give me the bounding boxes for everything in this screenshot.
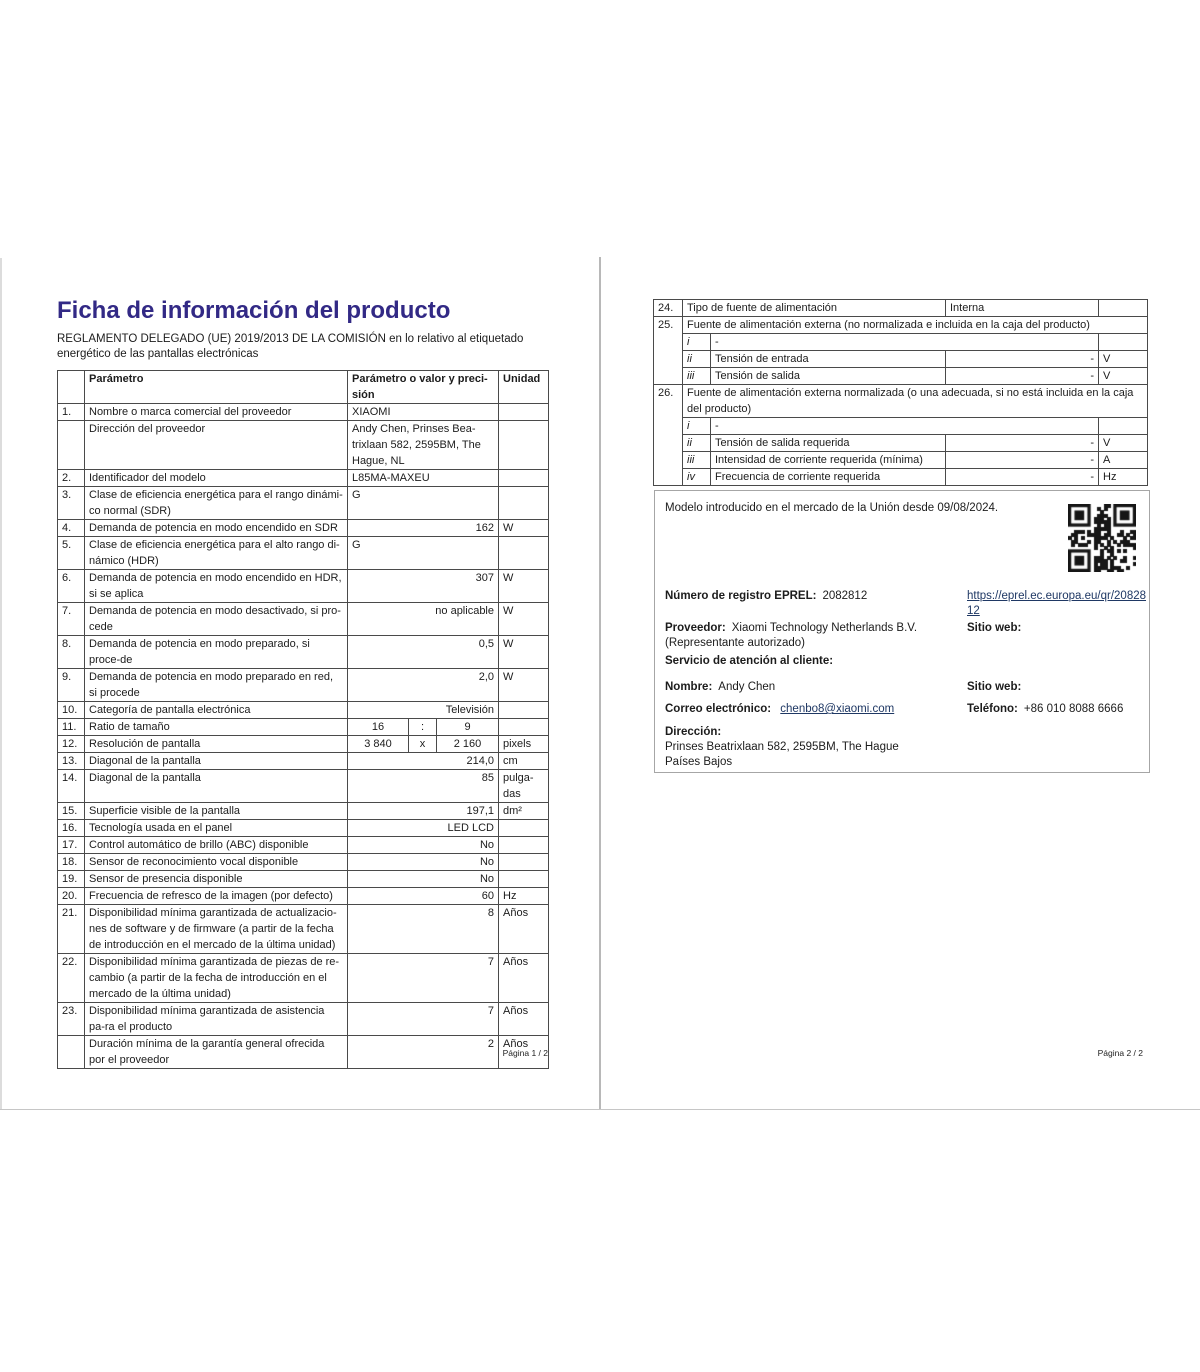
page2-footer: Página 2 / 2 bbox=[1097, 1048, 1143, 1058]
cell-value: L85MA-MAXEU bbox=[348, 470, 499, 487]
phone-value: +86 010 8088 6666 bbox=[1023, 703, 1124, 715]
cell-section-label: Fuente de alimentación externa (no normalizada e incluida en la caja del producto) bbox=[683, 317, 1148, 334]
cell-param: Tensión de salida bbox=[711, 368, 946, 385]
header-num-cell bbox=[58, 371, 85, 404]
table-subrow bbox=[654, 351, 1148, 368]
table-row bbox=[58, 421, 549, 470]
cell-value: Andy Chen, Prinses Bea-trixlaan 582, 2595BM, The Hague, NL bbox=[348, 421, 499, 470]
cell-param: Disponibilidad mínima garantizada de piezas de re-cambio (a partir de la fecha de introducción en el mercado de la última unidad) bbox=[85, 954, 348, 1003]
table-row-section bbox=[654, 317, 1148, 334]
cell-num: 6. bbox=[58, 570, 85, 603]
cell-param: Demanda de potencia en modo preparado en red, si procede bbox=[85, 669, 348, 702]
cell-value: No bbox=[348, 854, 499, 871]
cell-unit: cm bbox=[499, 753, 549, 770]
cell-num: 11. bbox=[58, 719, 85, 736]
cell-param: Demanda de potencia en modo encendido en SDR bbox=[85, 520, 348, 537]
cell-param: Duración mínima de la garantía general ofrecida por el proveedor bbox=[85, 1036, 348, 1069]
page-bottom-boundary bbox=[0, 1109, 1200, 1110]
cell-num: 1. bbox=[58, 404, 85, 421]
cell-num: 26. bbox=[654, 385, 683, 486]
cell-param: Frecuencia de refresco de la imagen (por defecto) bbox=[85, 888, 348, 905]
regulation-text: REGLAMENTO DELEGADO (UE) 2019/2013 DE LA COMISIÓN en lo relativo al etiquetado energético de las pantallas electrónicas bbox=[57, 333, 524, 360]
cell-unit: W bbox=[499, 520, 549, 537]
supplier-row bbox=[665, 621, 1139, 651]
cell-param: Frecuencia de corriente requerida bbox=[711, 469, 946, 486]
cell-unit bbox=[1099, 300, 1148, 317]
cell-num: 14. bbox=[58, 770, 85, 803]
cell-value: 85 bbox=[348, 770, 499, 803]
cell-value: 2,0 bbox=[348, 669, 499, 702]
cell-param: Disponibilidad mínima garantizada de asistencia pa-ra el producto bbox=[85, 1003, 348, 1036]
cell-num: 23. bbox=[58, 1003, 85, 1036]
table-subrow bbox=[654, 334, 1148, 351]
cell-value: XIAOMI bbox=[348, 404, 499, 421]
page-title: Ficha de información del producto bbox=[57, 297, 451, 324]
power-supply-table bbox=[653, 299, 1148, 486]
email-label: Correo electrónico: bbox=[665, 703, 772, 715]
cell-num: 3. bbox=[58, 487, 85, 520]
cell-unit: Años bbox=[499, 905, 549, 954]
cell-value-split bbox=[348, 736, 499, 753]
cell-roman: i bbox=[683, 418, 711, 435]
cell-num: 21. bbox=[58, 905, 85, 954]
cell-num: 8. bbox=[58, 636, 85, 669]
product-info-table bbox=[57, 370, 549, 1069]
contact-name-row bbox=[665, 680, 1139, 695]
cell-unit: Años bbox=[499, 954, 549, 1003]
cell-value: - bbox=[946, 351, 1099, 368]
cell-roman: i bbox=[683, 334, 711, 351]
cell-unit: Años bbox=[499, 1036, 549, 1069]
table-subrow bbox=[654, 368, 1148, 385]
page-divider bbox=[599, 257, 601, 1110]
viewer-left-edge bbox=[0, 258, 2, 1110]
table-row bbox=[58, 520, 549, 537]
cell-num: 5. bbox=[58, 537, 85, 570]
table-row bbox=[58, 570, 549, 603]
resolution-height: 2 160 bbox=[453, 738, 482, 750]
cell-param: Ratio de tamaño bbox=[85, 719, 348, 736]
table-row bbox=[58, 888, 549, 905]
cell-param: Tensión de salida requerida bbox=[711, 435, 946, 452]
resolution-width: 3 840 bbox=[364, 738, 392, 750]
cell-param: Dirección del proveedor bbox=[85, 421, 348, 470]
cell-roman: iii bbox=[683, 368, 711, 385]
cell-unit: Años bbox=[499, 1003, 549, 1036]
ratio-separator: : bbox=[408, 719, 437, 735]
cell-param: Identificador del modelo bbox=[85, 470, 348, 487]
cell-param: Tecnología usada en el panel bbox=[85, 820, 348, 837]
cell-num: 20. bbox=[58, 888, 85, 905]
table-row bbox=[58, 803, 549, 820]
cell-unit bbox=[499, 470, 549, 487]
cell-param: Demanda de potencia en modo encendido en HDR, si se aplica bbox=[85, 570, 348, 603]
cell-unit bbox=[499, 702, 549, 719]
table-row bbox=[58, 404, 549, 421]
cell-unit: V bbox=[1099, 435, 1148, 452]
cell-num: 16. bbox=[58, 820, 85, 837]
address-row bbox=[665, 725, 1139, 770]
cell-value: 197,1 bbox=[348, 803, 499, 820]
cell-value: - bbox=[946, 368, 1099, 385]
cell-param: Categoría de pantalla electrónica bbox=[85, 702, 348, 719]
cell-unit: V bbox=[1099, 368, 1148, 385]
table-row-resolution bbox=[58, 736, 549, 753]
cell-unit bbox=[499, 837, 549, 854]
table-row bbox=[58, 905, 549, 954]
cell-param: Sensor de reconocimiento vocal disponible bbox=[85, 854, 348, 871]
cell-unit bbox=[499, 820, 549, 837]
cell-unit bbox=[499, 404, 549, 421]
cell-unit bbox=[499, 537, 549, 570]
cell-unit: V bbox=[1099, 351, 1148, 368]
table-row-section bbox=[654, 385, 1148, 418]
cell-param: Superficie visible de la pantalla bbox=[85, 803, 348, 820]
table-row bbox=[654, 300, 1148, 317]
website-label: Sitio web: bbox=[967, 622, 1022, 634]
cell-param: Demanda de potencia en modo desactivado, si pro-cede bbox=[85, 603, 348, 636]
cell-unit bbox=[499, 871, 549, 888]
cell-value: No bbox=[348, 871, 499, 888]
cell-value: 214,0 bbox=[348, 753, 499, 770]
address-line1: Prinses Beatrixlaan 582, 2595BM, The Hague bbox=[665, 741, 899, 753]
table-header-row bbox=[58, 371, 549, 404]
cell-num: 2. bbox=[58, 470, 85, 487]
cell-section-label: Fuente de alimentación externa normalizada (o una adecuada, si no está incluida en la caja del producto) bbox=[683, 385, 1148, 418]
cell-value: G bbox=[348, 487, 499, 520]
table-row bbox=[58, 753, 549, 770]
supplier-info-box bbox=[654, 490, 1150, 773]
email-link[interactable]: chenbo8@xiaomi.com bbox=[780, 703, 895, 715]
cell-param: Tensión de entrada bbox=[711, 351, 946, 368]
cell-value: 307 bbox=[348, 570, 499, 603]
cell-value: G bbox=[348, 537, 499, 570]
cell-value: No bbox=[348, 837, 499, 854]
cell-param: Diagonal de la pantalla bbox=[85, 770, 348, 803]
table-row-ratio bbox=[58, 719, 549, 736]
phone-label: Teléfono: bbox=[967, 703, 1018, 715]
cell-param: Nombre o marca comercial del proveedor bbox=[85, 404, 348, 421]
supplier-value: Xiaomi Technology Netherlands B.V. (Representante autorizado) bbox=[665, 622, 918, 649]
cell-param: Control automático de brillo (ABC) disponible bbox=[85, 837, 348, 854]
cell-num: 19. bbox=[58, 871, 85, 888]
eprel-label: Número de registro EPREL: bbox=[665, 590, 817, 602]
table-row bbox=[58, 470, 549, 487]
cell-num: 18. bbox=[58, 854, 85, 871]
table-subrow bbox=[654, 435, 1148, 452]
cell-roman: iii bbox=[683, 452, 711, 469]
cell-num bbox=[58, 421, 85, 470]
cell-value: 7 bbox=[348, 1003, 499, 1036]
table-row bbox=[58, 871, 549, 888]
market-intro: Modelo introducido en el mercado de la Unión desde 09/08/2024. bbox=[665, 502, 999, 514]
cell-unit: A bbox=[1099, 452, 1148, 469]
cell-unit bbox=[1099, 418, 1148, 435]
cell-param: Sensor de presencia disponible bbox=[85, 871, 348, 888]
cell-num: 25. bbox=[654, 317, 683, 385]
cell-value-split bbox=[348, 719, 499, 736]
cell-roman: ii bbox=[683, 351, 711, 368]
table-row bbox=[58, 603, 549, 636]
cell-num: 24. bbox=[654, 300, 683, 317]
cell-unit bbox=[499, 719, 549, 736]
table-row bbox=[58, 537, 549, 570]
cell-num: 12. bbox=[58, 736, 85, 753]
cell-num: 22. bbox=[58, 954, 85, 1003]
cell-unit: W bbox=[499, 636, 549, 669]
cell-value: 2 bbox=[348, 1036, 499, 1069]
cell-value: 8 bbox=[348, 905, 499, 954]
cell-num: 9. bbox=[58, 669, 85, 702]
cell-param: Clase de eficiencia energética para el rango dinámi-co normal (SDR) bbox=[85, 487, 348, 520]
ratio-height: 9 bbox=[464, 721, 471, 733]
cell-value: 7 bbox=[348, 954, 499, 1003]
cell-param: Intensidad de corriente requerida (mínima) bbox=[711, 452, 946, 469]
header-param-cell: Parámetro bbox=[85, 371, 348, 404]
table-row bbox=[58, 636, 549, 669]
table-subrow bbox=[654, 418, 1148, 435]
eprel-link[interactable]: https://eprel.ec.europa.eu/qr/2082812 bbox=[967, 590, 1147, 617]
cell-param: Tipo de fuente de alimentación bbox=[683, 300, 946, 317]
email-row bbox=[665, 702, 1139, 717]
eprel-number: 2082812 bbox=[822, 590, 868, 602]
website2-label: Sitio web: bbox=[967, 681, 1022, 693]
table-row bbox=[58, 1003, 549, 1036]
name-label: Nombre: bbox=[665, 681, 713, 693]
table-row bbox=[58, 487, 549, 520]
cell-param: Clase de eficiencia energética para el alto rango di-námico (HDR) bbox=[85, 537, 348, 570]
page-2 bbox=[653, 299, 1147, 486]
table-row bbox=[58, 837, 549, 854]
cell-value: Interna bbox=[946, 300, 1099, 317]
cell-roman: iv bbox=[683, 469, 711, 486]
cell-num: 17. bbox=[58, 837, 85, 854]
cell-unit: W bbox=[499, 603, 549, 636]
header-unit-cell: Unidad bbox=[499, 371, 549, 404]
cell-num: 13. bbox=[58, 753, 85, 770]
cell-value: - bbox=[946, 452, 1099, 469]
cell-param: - bbox=[711, 418, 1099, 435]
cell-value: - bbox=[946, 435, 1099, 452]
eprel-row bbox=[665, 589, 1147, 617]
cell-unit bbox=[499, 421, 549, 470]
cell-value: Televisión bbox=[348, 702, 499, 719]
table-row bbox=[58, 820, 549, 837]
cell-unit bbox=[499, 487, 549, 520]
cell-unit: pixels bbox=[499, 736, 549, 753]
cell-unit bbox=[1099, 334, 1148, 351]
table-subrow bbox=[654, 469, 1148, 486]
table-subrow bbox=[654, 452, 1148, 469]
cell-num: 10. bbox=[58, 702, 85, 719]
address-line2: Países Bajos bbox=[665, 756, 733, 768]
cell-value: no aplicable bbox=[348, 603, 499, 636]
cell-unit: pulga-das bbox=[499, 770, 549, 803]
cell-roman: ii bbox=[683, 435, 711, 452]
cell-unit: W bbox=[499, 669, 549, 702]
cell-unit: Hz bbox=[499, 888, 549, 905]
cell-num: 4. bbox=[58, 520, 85, 537]
cell-value: 0,5 bbox=[348, 636, 499, 669]
cell-value: 162 bbox=[348, 520, 499, 537]
customer-service-row bbox=[665, 654, 1139, 669]
cell-param: - bbox=[711, 334, 1099, 351]
cell-unit: Hz bbox=[1099, 469, 1148, 486]
customer-service-label: Servicio de atención al cliente: bbox=[665, 655, 834, 667]
resolution-separator: x bbox=[408, 736, 437, 752]
cell-value: - bbox=[946, 469, 1099, 486]
address-label: Dirección: bbox=[665, 726, 722, 738]
cell-value: 60 bbox=[348, 888, 499, 905]
cell-unit: dm² bbox=[499, 803, 549, 820]
cell-value: LED LCD bbox=[348, 820, 499, 837]
cell-param: Diagonal de la pantalla bbox=[85, 753, 348, 770]
cell-unit bbox=[499, 854, 549, 871]
cell-param: Resolución de pantalla bbox=[85, 736, 348, 753]
ratio-width: 16 bbox=[371, 721, 385, 733]
cell-param: Demanda de potencia en modo preparado, si proce-de bbox=[85, 636, 348, 669]
cell-param: Disponibilidad mínima garantizada de actualizacio-nes de software y de firmware (a partir de la fecha de introducción en el mercado de la última unidad) bbox=[85, 905, 348, 954]
table-row bbox=[58, 954, 549, 1003]
cell-num: 7. bbox=[58, 603, 85, 636]
header-value-cell: Parámetro o valor y preci-sión bbox=[348, 371, 499, 404]
name-value: Andy Chen bbox=[718, 681, 776, 693]
qr-code-icon bbox=[1068, 504, 1136, 572]
supplier-label: Proveedor: bbox=[665, 622, 726, 634]
cell-unit: W bbox=[499, 570, 549, 603]
page-1 bbox=[57, 296, 549, 1069]
table-row bbox=[58, 702, 549, 719]
table-row bbox=[58, 854, 549, 871]
page1-footer: Página 1 / 2 bbox=[502, 1048, 548, 1058]
table-row bbox=[58, 669, 549, 702]
cell-num: 15. bbox=[58, 803, 85, 820]
table-row bbox=[58, 770, 549, 803]
